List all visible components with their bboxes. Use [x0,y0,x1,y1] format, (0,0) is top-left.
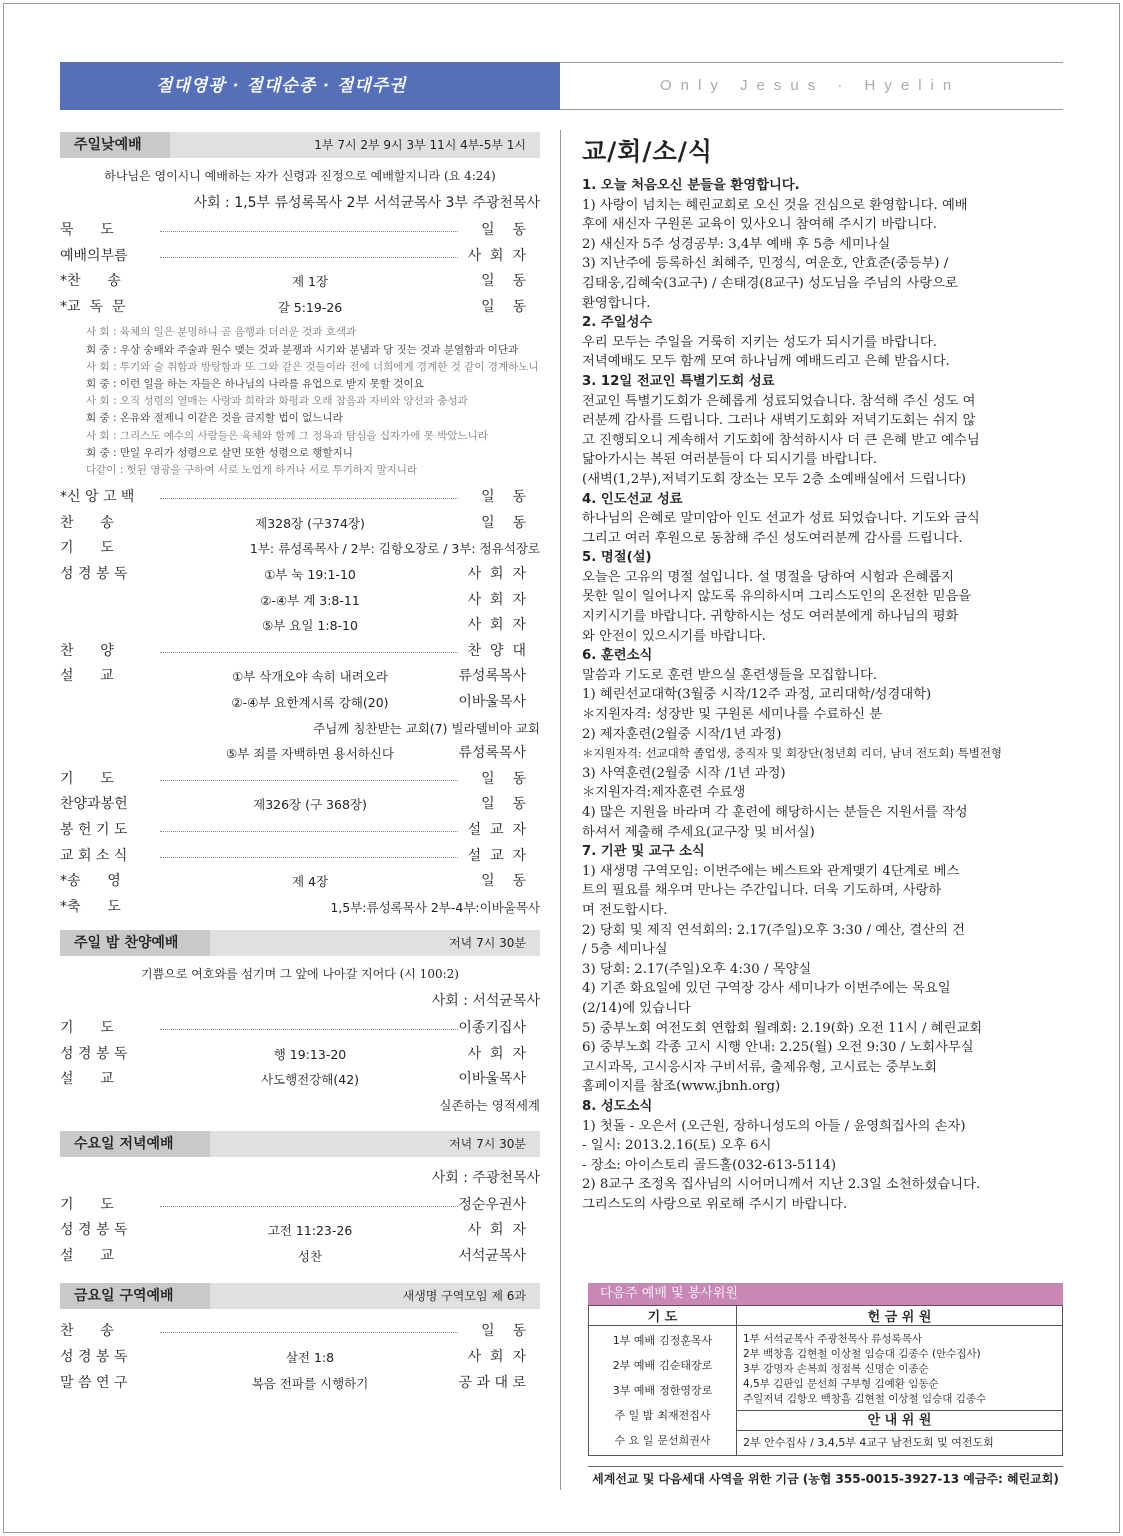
news-line-text: 러분께 감사를 드립니다. 그러나 새벽기도회와 저녁기도회는 쉬지 않 [582,413,976,429]
order-row [60,562,540,588]
offering-row: 1부 서석균목사 주광천목사 류성록목사 [743,1332,922,1345]
item-detail: ⑤부 요일 1:8-10 [262,618,358,634]
order-row [60,818,540,844]
item-label: *축 도 [60,898,121,915]
news-heading-text: 5. 명절(설) [582,550,652,566]
item-label: 찬양과봉헌 [60,796,128,813]
prayer-leader: 김순태장로 [659,1359,713,1372]
news-line-text: 4) 기존 화요일에 있던 구역장 강사 세미나가 이번주에는 목요일 [582,981,951,997]
item-label: 기 도 [60,1196,114,1213]
item-leader: 일 동 [481,514,526,531]
item-detail: 제328장 (구374장) [255,515,365,531]
service-name: 3부 예배 [612,1384,656,1397]
news-line [582,666,1068,686]
news-line [582,823,1068,843]
order-row [60,1345,540,1371]
item-label: 기 도 [60,1020,114,1037]
order-row [60,218,540,244]
news-line-text: 오늘은 고유의 명절 설입니다. 설 명절을 당하여 시험과 은혜롭지 [582,569,955,585]
dot-leader [160,780,458,781]
header-slogan: Only Jesus · Hyelin [560,62,1063,110]
section-times: 1부 7시 2부 9시 3부 11시 4부-5부 1시 [314,138,526,152]
news-line-text: 1) 새생명 구역모임: 이번주에는 베스트와 관계맺기 4단계로 베스 [582,863,960,879]
news-heading-text: 2. 주일성수 [582,315,653,331]
news-line-text: 못한 일이 일어나지 않도록 유의하시며 그리스도인의 온전한 믿음을 [582,589,972,605]
news-line-text: / 5층 세미나실 [582,942,668,958]
news-line [582,725,1068,745]
news-heading [582,842,1068,862]
news-heading [582,313,1068,333]
friday-order [60,1319,540,1396]
responsive-reading [60,324,540,479]
item-detail: 제 4장 [291,874,329,890]
item-label: 기 도 [60,540,114,557]
news-line-text: 2) 제자훈련(2월중 시작/1년 과정) [582,726,782,742]
responsive-line: 회 중 : 우상 숭배와 주술과 원수 맺는 것과 분쟁과 시기와 분냄과 당 짓는 것과 분열함과 이단과 [86,343,519,356]
prayer-row [593,1328,732,1353]
news-line [582,450,1068,470]
news-line [582,901,1068,921]
news-heading [582,1097,1068,1117]
order-row [60,1067,540,1093]
guide-list: 2부 안수집사 / 3,4,5부 4교구 남전도회 및 여전도회 [737,1430,1062,1453]
news-line [582,235,1068,255]
order-row [60,613,540,639]
order-row [60,244,540,270]
news-heading-text: 1. 오늘 처음오신 분들을 환영합니다. [582,178,800,193]
news-line-text: 저녁예배도 모두 함께 모여 하나님께 예배드리고 은혜 받읍시다. [582,354,950,370]
responsive-line: 회 중 : 만일 우리가 성령으로 살면 또한 성령으로 행할지니 [86,446,353,459]
evening-order [60,1016,540,1118]
offering-row: 2부 백창흠 김현철 이상철 임승대 김종수 (안수집사) [743,1347,981,1360]
order-row [60,895,540,921]
item-detail: 갈 5:19-26 [277,299,343,315]
news-line [582,1117,1068,1137]
news-line-text: 말씀과 기도로 훈련 받으실 훈련생들을 모집합니다. [582,667,878,683]
church-news-column [582,132,1068,1214]
news-line-text: 1) 혜린선교대학(3월중 시작/12주 과정, 교리대학/성경대학) [582,687,932,703]
item-detail: 실존하는 영적세계 [439,1098,540,1114]
wednesday-order [60,1193,540,1270]
news-heading [582,548,1068,568]
item-leader: 일 동 [481,873,526,890]
news-line-text: 1) 첫돌 - 오은서 (오근원, 장하니성도의 아들 / 윤영희집사의 손자) [582,1118,966,1134]
responsive-line: 회 중 : 이런 일을 하는 자들은 하나님의 나라를 유업으로 받지 못할 것이요 [86,377,424,390]
responsive-line: 사 회 : 투기와 술 취함과 방탕함과 또 그와 같은 것들이라 전에 너희에게 경계한 것 같이 경계하노니 [86,360,539,373]
news-line [582,1019,1068,1039]
item-detail: ②-④부 요한계시록 강해(20) [231,694,389,710]
news-line-text: 지키시기를 바랍니다. 귀향하시는 성도 여러분에게 하나님의 평화 [582,609,959,625]
servers-title: 다음주 예배 및 봉사위원 [588,1283,1063,1305]
item-detail: 행 19:13-20 [273,1046,347,1062]
prayer-leader: 김정훈목사 [659,1334,713,1347]
item-label: 찬 송 [60,1323,114,1340]
news-line-text: 2) 새신자 5주 성경공부: 3,4부 예배 후 5층 세미나실 [582,236,891,252]
news-line [582,294,1068,314]
news-line-text: ＊지원자격:제자훈련 수료생 [582,785,746,801]
news-line [582,411,1068,431]
dot-leader [160,857,458,858]
order-row [60,295,540,321]
item-label: 예배의부름 [60,247,128,264]
news-line-text: (새벽(1,2부),저녁기도회 장소는 모두 2층 소예배실에서 드립니다) [582,471,966,487]
item-leader: 일 동 [481,1323,526,1340]
news-line [582,1038,1068,1058]
news-line [582,352,1068,372]
service-name: 1부 예배 [612,1334,656,1347]
item-leader: 일 동 [481,489,526,506]
offering-row: 3부 강명자 손복희 정점복 신명순 이종순 [743,1362,929,1375]
item-leader: 설 교 자 [467,847,526,864]
news-line [582,921,1068,941]
item-detail: 주님께 칭찬받는 교회(7) 빌라델비아 교회 [313,720,540,736]
item-leader: 찬 양 대 [467,642,526,659]
news-line [582,587,1068,607]
order-row [60,690,540,716]
item-leader: 이바울목사 [458,1071,526,1088]
news-line [582,960,1068,980]
dot-leader [160,1029,458,1030]
news-line [582,431,1068,451]
offering-row: 4,5부 김판임 문선희 구부형 김예환 임동순 [743,1377,939,1390]
host-line: 사회 : 서석균목사 [431,993,540,1010]
responsive-line: 사 회 : 육체의 일은 분명하니 곧 음행과 더러운 것과 호색과 [86,326,357,339]
item-label: 설 교 [60,1071,114,1088]
news-line-text: 와 안전이 있으시기를 바랍니다. [582,628,766,644]
order-row [60,1093,540,1119]
news-line-text: 며 전도합시다. [582,902,668,918]
news-line-text: 5) 중부노회 여전도회 연합회 월례회: 2.19(화) 오전 11시 / 혜린교회 [582,1020,983,1036]
item-detail: 복음 전파를 시행하기 [251,1375,369,1391]
order-row [60,741,540,767]
section-friday-header [60,1283,540,1309]
order-row [60,1371,540,1397]
item-detail: 1,5부:류성록목사 2부-4부:이바울목사 [330,899,540,915]
news-title: 교/회/소/식 [582,137,713,166]
item-detail: ②-④부 계 3:8-11 [260,592,360,608]
news-line-text: 닮아가시는 복된 여러분들이 다 되시기를 바랍니다. [582,452,878,468]
news-line-text: 하나님의 은혜로 말미암아 인도 선교가 성료 되었습니다. 기도와 금식 [582,511,980,527]
item-label: *교 독 문 [60,298,126,315]
news-line [582,568,1068,588]
item-detail: 고전 11:23-26 [267,1223,353,1239]
news-line-text: 4) 많은 지원을 바라며 각 훈련에 해당하시는 분들은 지원서를 작성 [582,805,968,820]
item-leader: 일 동 [481,796,526,813]
order-row [60,716,540,742]
order-row [60,536,540,562]
scripture-verse: 하나님은 영이시니 예배하는 자가 신령과 진정으로 예배할지니라 (요 4:24) [104,169,496,183]
news-line-text: 6) 중부노회 각종 고시 시행 안내: 2.25(월) 오전 9:30 / 노회사무실 [582,1040,974,1056]
news-line [582,705,1068,725]
order-row [60,767,540,793]
news-line [582,392,1068,412]
item-leader: 정순우권사 [458,1196,526,1213]
news-line-text: 그리고 여러 후원으로 동참해 주신 성도여러분께 감사를 드립니다. [582,530,963,546]
order-row [60,485,540,511]
news-line-text: 3) 사역훈련(2월중 시작 /1년 과정) [582,765,786,781]
column-divider [560,130,561,1490]
header-motto: 절대영광 · 절대순종 · 절대주권 [60,62,560,110]
item-leader: 이종기집사 [458,1020,526,1037]
order-row [60,844,540,870]
item-leader: 이바울목사 [458,693,526,710]
prayer-row [593,1403,732,1428]
news-line-text: 하셔서 제출해 주세요(교구장 및 비서실) [582,824,815,840]
host-line: 사회 : 1,5부 류성록목사 2부 서석균목사 3부 주광천목사 [193,195,540,211]
item-leader: 류성록목사 [458,745,526,762]
offering-header: 헌 금 위 원 [737,1306,1063,1326]
item-label: *신 앙 고 백 [60,489,135,506]
news-line-text: 2) 8교구 조정옥 집사님의 시어머니께서 지난 2.3일 소천하셨습니다. [582,1177,981,1193]
item-label: 찬 송 [60,514,114,531]
dot-leader [160,498,458,499]
news-heading [582,176,1068,196]
news-line [582,940,1068,960]
responsive-line: 사 회 : 오직 성령의 열매는 사랑과 희락과 화평과 오래 참음과 자비와 양선과 충성과 [86,395,468,408]
news-line-text: 우리 모두는 주일을 거룩히 지키는 성도가 되시기를 바랍니다. [582,334,937,350]
item-leader: 사 회 자 [467,247,526,264]
item-detail: 제 1장 [291,274,329,290]
item-label: 성 경 봉 독 [60,565,128,582]
offering-row: 주일저녁 김항오 백창흠 김현철 이상철 임승대 김종수 [743,1392,987,1405]
item-detail: ①부 눅 19:1-10 [264,566,356,582]
item-detail: 성찬 [297,1248,323,1264]
news-line-text: ＊지원자격: 성장반 및 구원론 세미나를 수료하신 분 [582,707,883,723]
news-line-text: 그리스도의 사랑으로 위로해 주시기 바랍니다. [582,1196,848,1212]
news-line [582,529,1068,549]
item-leader: 일 동 [481,770,526,787]
item-detail: ⑤부 죄를 자백하면 용서하신다 [225,746,395,762]
news-line [582,1156,1068,1176]
news-line [582,1195,1068,1215]
item-label: 교 회 소 식 [60,847,128,864]
section-times: 새생명 구역모임 제 6과 [402,1289,526,1304]
news-heading-text: 8. 성도소식 [582,1098,653,1114]
news-heading-text: 4. 인도선교 성료 [582,491,683,507]
order-row [60,588,540,614]
news-heading [582,646,1068,666]
section-times: 저녁 7시 30분 [449,936,526,951]
dot-leader [160,231,458,232]
news-line-text: 전교인 특별기도회가 은혜롭게 성료되었습니다. 참석해 주신 성도 여 [582,393,976,409]
news-line-text: 1) 사랑이 넘치는 혜린교회로 오신 것을 진심으로 환영합니다. 예배 [582,197,968,213]
item-detail: 제326장 (구 368장) [253,797,367,813]
order-row [60,664,540,690]
item-detail: ①부 삭개오야 속히 내려오라 [232,669,388,685]
news-line-text: 3) 지난주에 등록하신 최혜주, 민정식, 여운호, 안효준(중등부) / [582,256,949,272]
item-label: 성 경 봉 독 [60,1349,128,1366]
prayer-header: 기 도 [589,1306,737,1326]
dot-leader [160,257,458,258]
item-leader: 사 회 자 [467,565,526,582]
scripture-verse: 기쁨으로 여호와를 섬기며 그 앞에 나아갈 지어다 (시 100:2) [141,967,459,982]
news-line [582,783,1068,803]
dot-leader [160,1206,458,1207]
item-label: 성 경 봉 독 [60,1222,128,1239]
service-name: 수 요 일 [614,1434,654,1447]
news-line [582,215,1068,235]
host-line: 사회 : 주광천목사 [431,1169,540,1186]
news-line-text: 환영합니다. [582,295,651,311]
news-line [582,470,1068,490]
servers-table [588,1305,1063,1456]
prayer-row [593,1428,732,1453]
news-line [582,1136,1068,1156]
news-line-text: 3) 당회: 2.17(주일)오후 4:30 / 목양실 [582,961,812,977]
news-line [582,1077,1068,1097]
news-line-text: 김태웅,김혜숙(3교구) / 손태경(8교구) 성도님을 주님의 사랑으로 [582,275,958,291]
item-leader: 류성록목사 [458,668,526,685]
item-label: 봉 헌 기 도 [60,821,128,838]
order-row [60,1042,540,1068]
news-line-text: (2/14)에 있습니다 [582,1000,691,1016]
news-line [582,862,1068,882]
responsive-line: 사 회 : 그리스도 예수의 사람들은 육체와 함께 그 정욕과 탐심을 십자가에 못 박았느니라 [86,429,488,442]
news-line [582,333,1068,353]
news-line [582,685,1068,705]
item-leader: 일 동 [481,298,526,315]
item-label: *찬 송 [60,273,121,290]
worship-order-column [60,132,540,1396]
service-name: 2부 예배 [612,1359,656,1372]
news-heading-text: 3. 12일 전교인 특별기도회 성료 [582,373,775,389]
mission-fund-footer: 세계선교 및 다음세대 사역을 위한 기금 (농협 355-0015-3927-13 예금주: 혜린교회) [588,1466,1063,1487]
section-times: 저녁 7시 30분 [449,1136,526,1151]
dot-leader [160,831,458,832]
item-label: 설 교 [60,668,114,685]
prayer-row [593,1378,732,1403]
section-evening-header [60,930,540,956]
section-title: 주일낮예배 [60,132,170,158]
item-label: 성 경 봉 독 [60,1045,128,1062]
news-line [582,196,1068,216]
news-line [582,509,1068,529]
offering-list [737,1329,1062,1410]
news-heading-text: 6. 훈련소식 [582,648,653,664]
section-title: 주일 밤 찬양예배 [60,930,210,956]
news-line [582,1175,1068,1195]
order-row [60,1319,540,1345]
news-heading [582,372,1068,392]
responsive-line: 다같이 : 헛된 영광을 구하여 서로 노엽게 하거나 서로 투기하지 말지니라 [86,464,418,476]
prayer-list [589,1326,737,1456]
news-line-text: 후에 새신자 구원론 교육이 있사오니 참여해 주시기 바랍니다. [582,217,937,233]
order-row [60,1193,540,1219]
prayer-row [593,1353,732,1378]
news-line-text: - 일시: 2013.2.16(토) 오후 6시 [582,1138,772,1154]
news-line-text: 고시과목, 고시응시자 구비서류, 출제유형, 고시료는 중부노회 [582,1059,937,1075]
news-line [582,764,1068,784]
item-detail: 사도행전강해(42) [260,1072,360,1088]
order-row [60,269,540,295]
item-leader: 사 회 자 [467,1349,526,1366]
news-heading-text: 7. 기관 및 교구 소식 [582,844,705,860]
news-list [582,176,1068,1214]
news-line-text: ＊지원자격: 선교대학 졸업생, 중직자 및 회장단(청년회 리더, 남녀 전도회) 특별전형 [582,746,1003,761]
item-leader: 사 회 자 [467,617,526,634]
news-line [582,627,1068,647]
dot-leader [160,1332,458,1333]
news-line [582,803,1068,823]
order-row [60,511,540,537]
item-leader: 일 동 [481,273,526,290]
news-line [582,881,1068,901]
item-detail: 1부: 류성록목사 / 2부: 김항오장로 / 3부: 정유석장로 [249,541,540,557]
next-week-servers [588,1283,1063,1456]
order-row [60,639,540,665]
news-line-text: 고 진행되오니 계속해서 기도회에 참석하시사 더 큰 은혜 받고 예수님 [582,432,980,448]
news-line [582,607,1068,627]
service-name: 주 일 밤 [614,1409,654,1422]
offering-cell [737,1326,1063,1456]
item-leader: 사 회 자 [467,1222,526,1239]
news-line [582,979,1068,999]
item-label: 찬 양 [60,642,114,659]
guide-header: 안 내 위 원 [737,1410,1062,1430]
section-title: 수요일 저녁예배 [60,1131,210,1157]
news-line [582,274,1068,294]
news-line [582,744,1068,764]
sunday-order-part2 [60,485,540,920]
dot-leader [160,652,458,653]
order-row [60,1218,540,1244]
item-leader: 서석균목사 [458,1247,526,1264]
item-leader: 일 동 [481,222,526,238]
section-wednesday-header [60,1131,540,1157]
news-heading [582,490,1068,510]
order-row [60,1244,540,1270]
item-leader: 사 회 자 [467,1045,526,1062]
news-line-text: 홈페이지를 참조(www.jbnh.org) [582,1079,781,1095]
prayer-leader: 문선희권사 [657,1434,711,1447]
news-line-text: 2) 당회 및 제직 연석회의: 2.17(주일)오후 3:30 / 예산, 결산의 건 [582,922,965,938]
item-detail: 살전 1:8 [285,1350,335,1366]
item-label: *송 영 [60,873,121,890]
section-sunday-header [60,132,540,158]
news-line [582,1058,1068,1078]
sunday-order-part1 [60,218,540,320]
item-leader: 사 회 자 [467,591,526,608]
prayer-leader: 정한영장로 [659,1384,713,1397]
section-title: 금요일 구역예배 [60,1283,210,1309]
item-label: 기 도 [60,770,114,787]
item-leader: 공 과 대 로 [458,1374,526,1391]
news-line [582,254,1068,274]
news-line-text: - 장소: 아이스토리 골드홀(032-613-5114) [582,1157,837,1173]
item-leader: 설 교 자 [467,821,526,838]
news-line [582,999,1068,1019]
news-line-text: 트의 필요를 채우며 만나는 주간입니다. 더욱 기도하며, 사랑하 [582,883,942,899]
order-row [60,792,540,818]
responsive-line: 회 중 : 온유와 절제니 이같은 것을 금지할 법이 없느니라 [86,412,343,425]
order-row [60,1016,540,1042]
order-row [60,869,540,895]
item-label: 설 교 [60,1247,114,1264]
prayer-leader: 최재전집사 [657,1409,711,1422]
item-label: 묵 도 [60,222,114,238]
item-label: 말 씀 연 구 [60,1374,128,1391]
